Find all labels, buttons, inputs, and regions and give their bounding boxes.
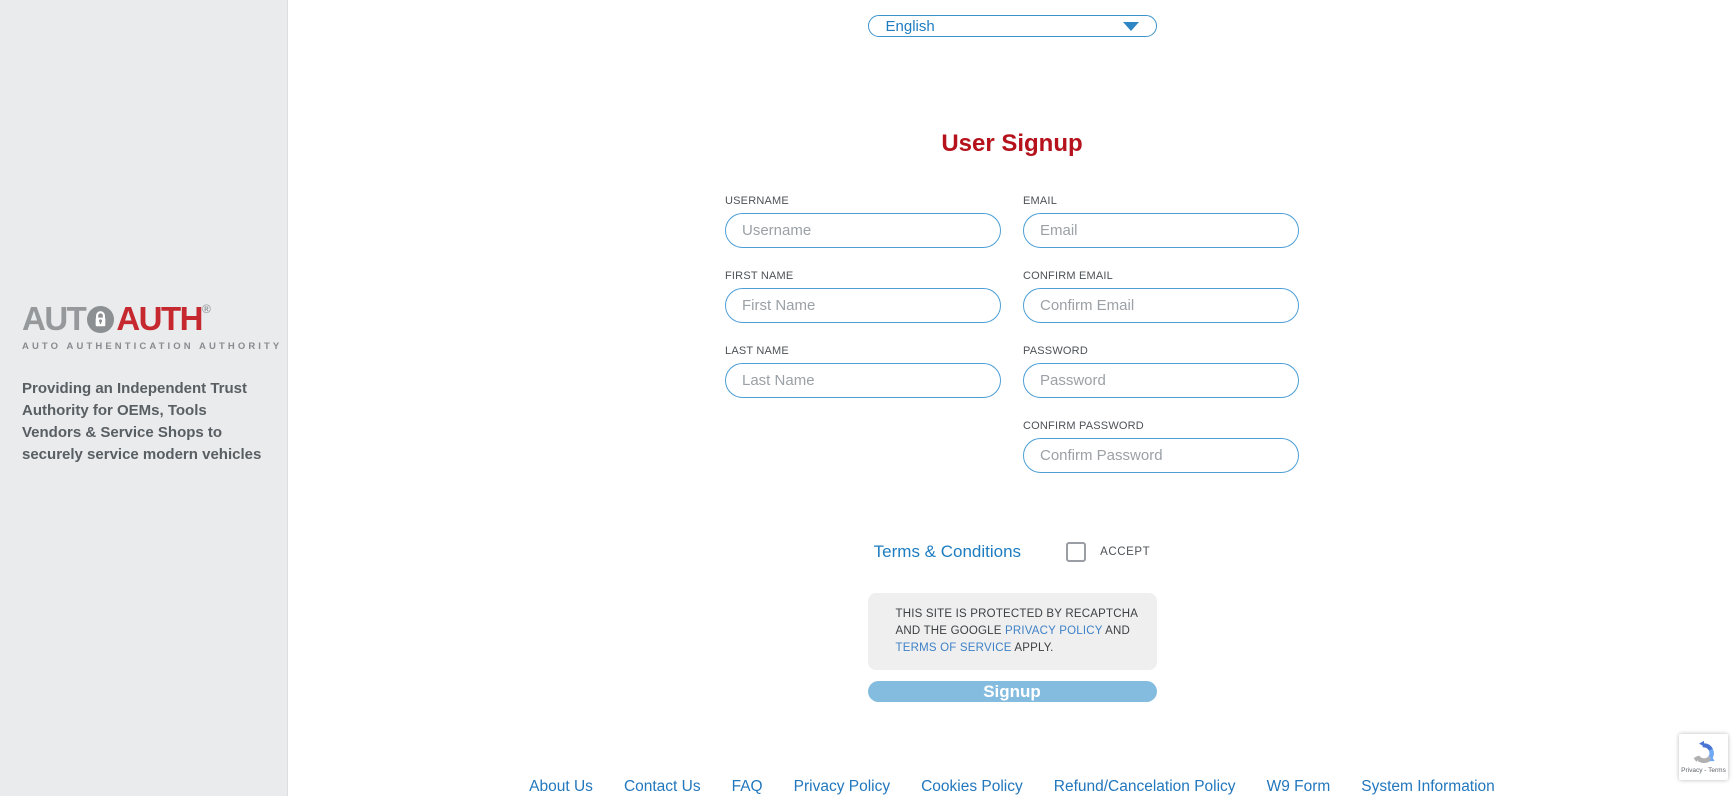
recaptcha-badge-text: Privacy - Terms [1681,767,1726,774]
confirm-password-label: CONFIRM PASSWORD [1023,420,1144,433]
language-dropdown-value: English [885,17,935,35]
recaptcha-badge[interactable] [1679,734,1728,780]
first-name-field-group [725,270,1001,323]
email-field-group [1023,195,1299,248]
email-input[interactable] [1023,213,1299,248]
registered-trademark-symbol: ® [201,302,211,316]
last-name-label: LAST NAME [725,345,789,358]
last-name-field-group [725,345,1001,398]
logo-text-aut: AUT [22,300,86,337]
recaptcha-notice [868,593,1157,670]
last-name-input[interactable] [725,363,1001,398]
accept-checkbox[interactable] [1066,542,1086,562]
footer-link-cookies-policy[interactable]: Cookies Policy [921,778,1023,795]
sidebar-tagline: Providing an Independent Trust Authority for OEMs, Tools Vendors & Service Shops to securely service modern vehicles [22,380,262,464]
recaptcha-notice-text-3: APPLY. [1011,641,1054,654]
recaptcha-logo-icon [1690,740,1718,766]
chevron-down-icon [1123,22,1139,31]
first-name-input[interactable] [725,288,1001,323]
password-field-group [1023,345,1299,398]
sidebar [0,0,288,796]
recaptcha-notice-text-1: THIS SITE IS PROTECTED BY RECAPTCHA AND THE GOOGLE [895,608,1138,637]
google-privacy-policy-link[interactable]: PRIVACY POLICY [1005,624,1103,637]
footer-link-contact-us[interactable]: Contact Us [623,778,701,795]
confirm-password-field-group [1023,420,1299,473]
footer-link-system-information[interactable]: System Information [1361,778,1495,795]
form-column-right [1023,195,1299,495]
signup-button[interactable]: Signup [868,681,1157,702]
username-field-group [725,195,1001,248]
username-label: USERNAME [725,195,789,208]
logo-text-auth: AUTH [116,300,202,337]
lock-icon [86,305,115,334]
password-input[interactable] [1023,363,1299,398]
first-name-label: FIRST NAME [725,270,794,283]
recaptcha-notice-text-2: AND [1102,624,1131,637]
language-dropdown[interactable] [868,15,1157,37]
email-label: EMAIL [1023,195,1058,208]
logo-subtitle: AUTO AUTHENTICATION AUTHORITY [22,341,283,352]
footer-link-w9-form[interactable]: W9 Form [1266,778,1331,795]
footer-link-about-us[interactable]: About Us [529,778,593,795]
form-column-left [725,195,1001,420]
footer-link-faq[interactable]: FAQ [731,778,763,795]
main-content [288,0,1736,796]
autoauth-logo [22,300,265,338]
terms-row [874,542,1151,562]
google-terms-of-service-link[interactable]: TERMS OF SERVICE [895,641,1012,654]
footer-link-refund-cancelation-policy[interactable]: Refund/Cancelation Policy [1053,778,1236,795]
confirm-password-input[interactable] [1023,438,1299,473]
confirm-email-input[interactable] [1023,288,1299,323]
username-input[interactable] [725,213,1001,248]
confirm-email-field-group [1023,270,1299,323]
password-label: PASSWORD [1023,345,1088,358]
confirm-email-label: CONFIRM EMAIL [1023,270,1113,283]
terms-and-conditions-link[interactable]: Terms & Conditions [873,542,1022,562]
accept-label: ACCEPT [1100,546,1151,559]
signup-form [725,195,1299,495]
footer-nav [529,778,1495,796]
page-title: User Signup [941,130,1083,158]
footer-link-privacy-policy[interactable]: Privacy Policy [793,778,891,795]
